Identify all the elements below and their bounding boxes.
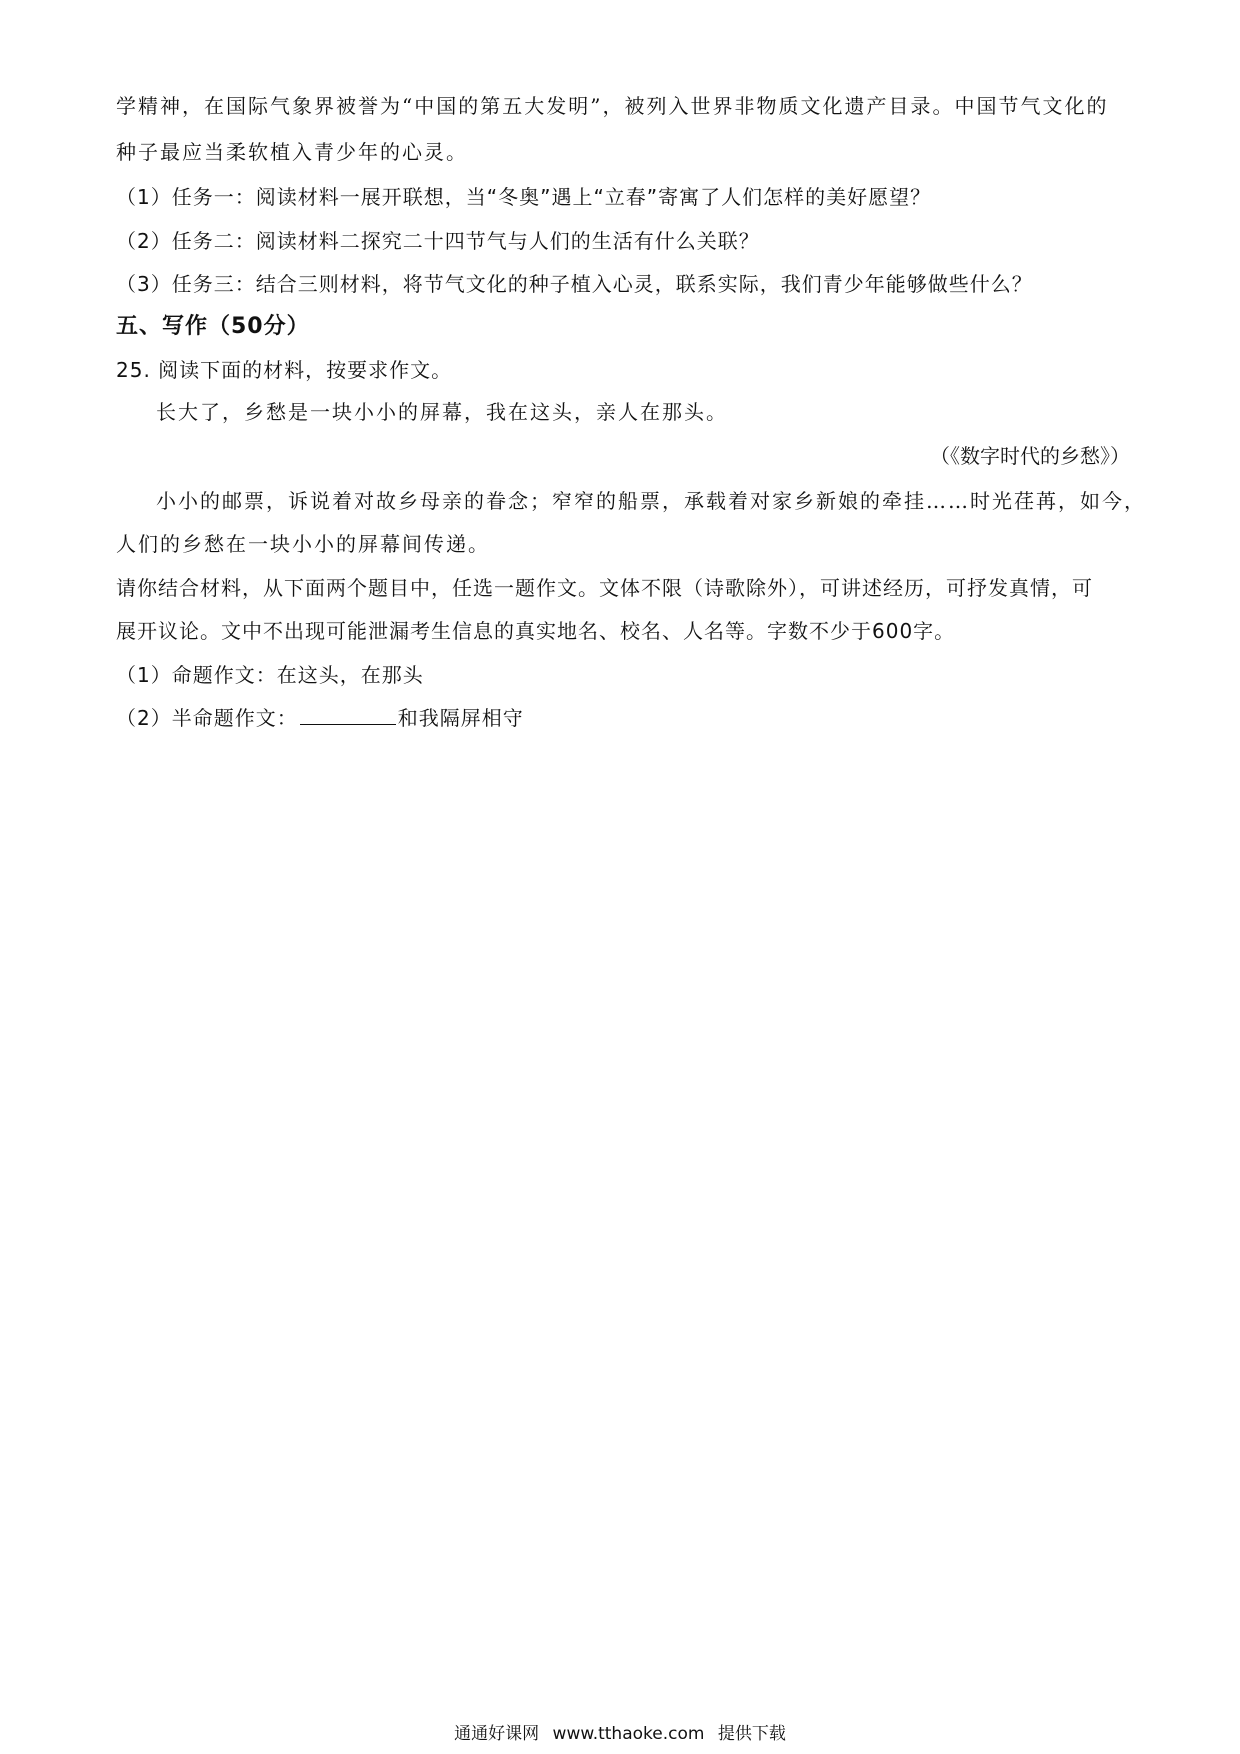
passage-line-2: 人们的乡愁在一块小小的屏幕间传递。 bbox=[116, 532, 490, 556]
section-heading: 五、写作（50分） bbox=[116, 314, 310, 339]
continuation-line-1: 学精神，在国际气象界被誉为“中国的第五大发明”，被列入世界非物质文化遗产目录。中国节气文化的 bbox=[116, 94, 1109, 118]
essay-option-2-suffix: 和我隔屏相守 bbox=[397, 706, 524, 730]
instructions-line-2: 展开议论。文中不出现可能泄漏考生信息的真实地名、校名、人名等。字数不少于600字。 bbox=[116, 619, 956, 643]
task-3: （3）任务三：结合三则材料，将节气文化的种子植入心灵，联系实际，我们青少年能够做些什么？ bbox=[116, 272, 1033, 296]
task-1: （1）任务一：阅读材料一展开联想，当“冬奥”遇上“立春”寄寓了人们怎样的美好愿望？ bbox=[116, 185, 932, 209]
question-number: 25. 阅读下面的材料，按要求作文。 bbox=[116, 358, 453, 382]
instructions-line-1: 请你结合材料，从下面两个题目中，任选一题作文。文体不限（诗歌除外），可讲述经历，可抒发真情，可 bbox=[116, 576, 1093, 600]
page-footer bbox=[0, 1722, 1240, 1746]
quote-line: 长大了，乡愁是一块小小的屏幕，我在这头，亲人在那头。 bbox=[156, 400, 728, 424]
fill-in-blank bbox=[300, 706, 396, 725]
footer-url[interactable]: www.tthaoke.com bbox=[552, 1724, 705, 1744]
essay-option-1: （1）命题作文：在这头，在那头 bbox=[116, 663, 424, 687]
passage-line-1: 小小的邮票，诉说着对故乡母亲的眷念；窄窄的船票，承载着对家乡新娘的牵挂……时光荏苒，如今， bbox=[156, 489, 1146, 513]
task-2: （2）任务二：阅读材料二探究二十四节气与人们的生活有什么关联？ bbox=[116, 229, 760, 253]
essay-option-2 bbox=[116, 704, 524, 732]
essay-option-2-prefix: （2）半命题作文： bbox=[116, 706, 298, 730]
footer-note: 提供下载 bbox=[717, 1724, 786, 1744]
footer-site-name: 通通好课网 bbox=[454, 1724, 540, 1744]
quote-source: （《数字时代的乡愁》） bbox=[930, 444, 1130, 468]
continuation-line-2: 种子最应当柔软植入青少年的心灵。 bbox=[116, 140, 468, 164]
